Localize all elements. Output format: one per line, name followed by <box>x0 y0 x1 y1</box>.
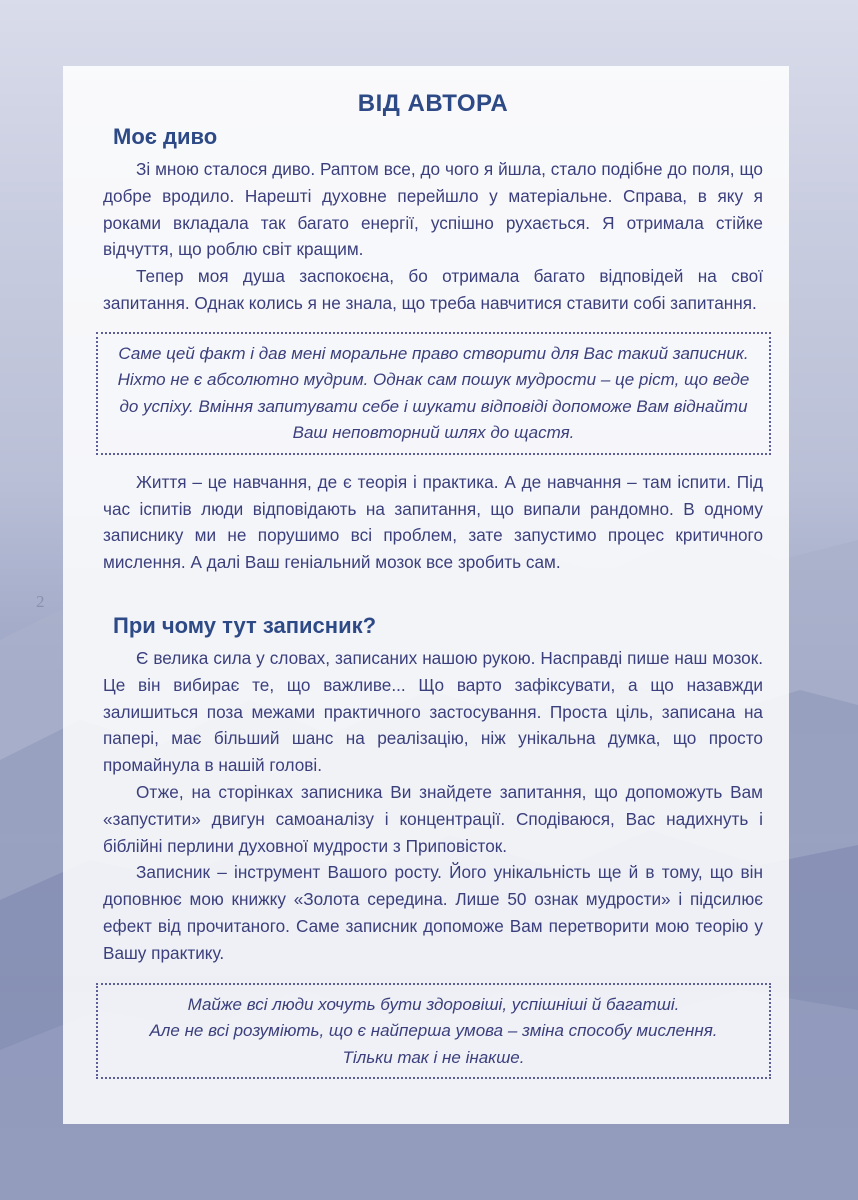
paragraph: Життя – це навчання, де є теорія і практика. А де навчання – там іспити. Під час іспитів люди відповідають на запитання, що випали рандомно. В одному записнику ми не порушимо всі проблем, зате запустимо процес критичного мислення. А далі Ваш геніальний мозок все зробить сам. <box>103 471 763 573</box>
section-heading-notebook: При чому тут записник? <box>113 612 377 638</box>
quote-line: Тільки так і не інакше. <box>342 1047 525 1067</box>
quote-box <box>96 332 771 455</box>
paragraph: Записник – інструмент Вашого росту. Його унікальність ще й в тому, що він доповнює мою книжку «Золота середина. Лише 50 ознак мудрости» і підсилює ефект від прочитаного. Саме записник допоможе Вам перетворити мою теорію у Вашу практику. <box>103 862 763 963</box>
page-number: 2 <box>36 592 45 611</box>
paragraph: Є велика сила у словах, записаних нашою рукою. Насправді пише наш мозок. Це він вибирає те, що важливе... Що варто зафіксувати, а що назавжди залишиться поза межами практичного застосування. Проста ціль, записана на папері, має більший шанс на реалізацію, ніж унікальна думка, що просто промайнула в нашій голові. <box>103 647 763 776</box>
quote-line: Але не всі розуміють, що є найперша умова – зміна способу мислення. <box>149 1021 718 1041</box>
section-heading-my-miracle: Моє диво <box>113 124 218 149</box>
content-card <box>63 66 789 1124</box>
quote-box <box>96 983 771 1080</box>
paragraph: Зі мною сталося диво. Раптом все, до чого я йшла, стало подібне до поля, що добре вродило. Нарешті духовне перейшло у матеріальне. Справа, в яку я роками вкладала так багато енергії, успішно рухається. Я отримала стійке відчуття, що роблю світ кращим. <box>103 159 763 260</box>
quote-line: Майже всі люди хочуть бути здоровіші, успішніші й багатші. <box>187 994 680 1014</box>
quote-text: Саме цей факт і дав мені моральне право створити для Вас такий записник. Ніхто не є абсолютно мудрим. Однак сам пошук мудрости – це ріст, що веде до успіху. Вміння запитувати себе і шукати відповіді допоможе Вам віднайти Ваш неповторний шлях до щастя. <box>117 343 750 443</box>
page-title: ВІД АВТОРА <box>357 90 509 117</box>
paragraph: Тепер моя душа заспокоєна, бо отримала багато відповідей на свої запитання. Однак колись я не знала, що треба навчитися ставити собі запитання. <box>103 266 763 313</box>
paragraph: Отже, на сторінках записника Ви знайдете запитання, що допоможуть Вам «запустити» двигун самоаналізу і концентрації. Сподіваюся, Вас надихнуть і біблійні перлини духовної мудрости з Приповісток. <box>103 781 763 856</box>
